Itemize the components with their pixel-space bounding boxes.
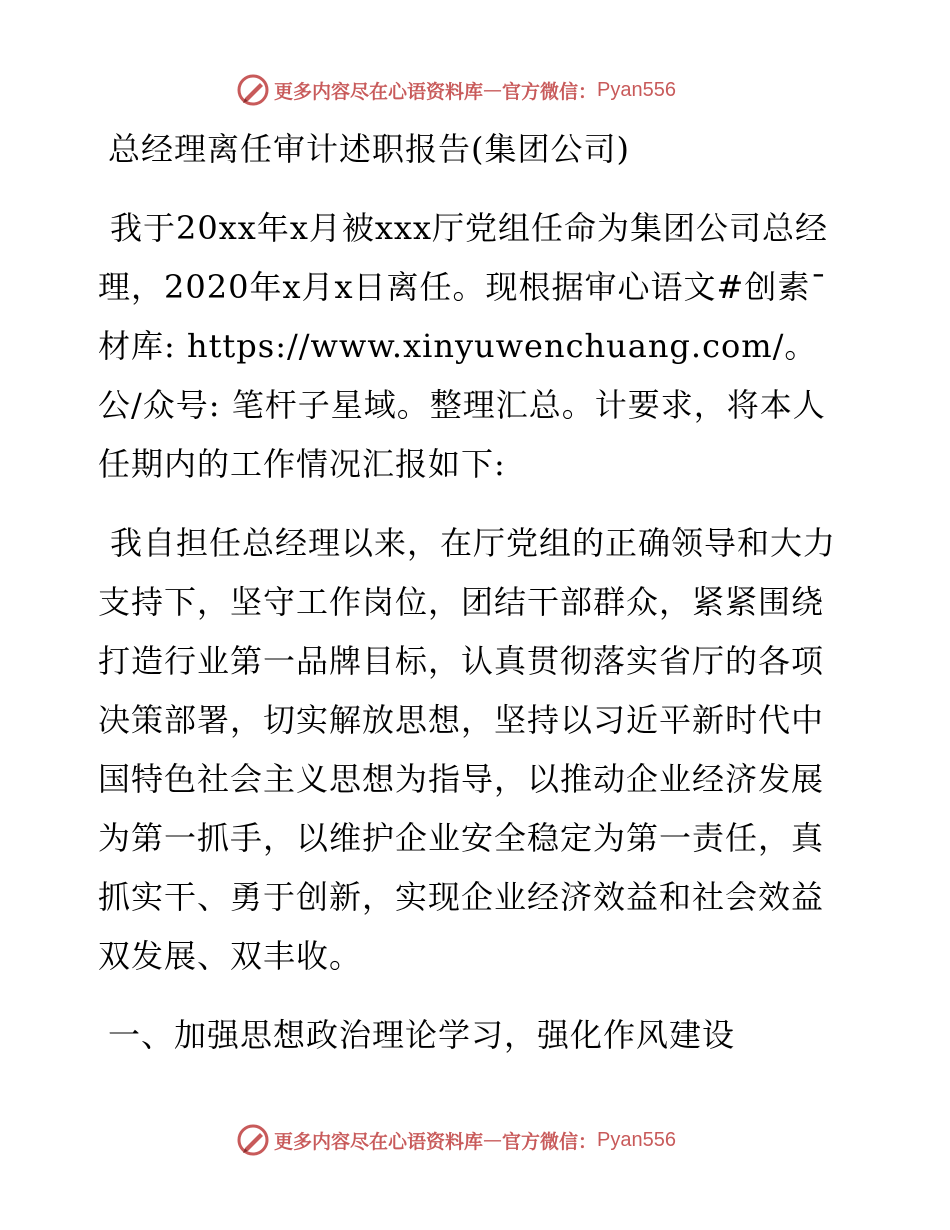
document-title: 总经理离任审计述职报告(集团公司) (108, 130, 630, 168)
watermark-account: Pyan556 (597, 1128, 676, 1151)
watermark-text: 更多内容尽在心语资料库 (274, 80, 484, 103)
pen-logo-icon (236, 1123, 270, 1157)
watermark-label: 官方微信： (502, 1130, 598, 1153)
paragraph-1 (98, 199, 850, 494)
paragraph-2 (98, 514, 850, 986)
paragraph-1-text: 我于20xx年x月被xxx厅党组任命为集团公司总经理，2020年x月x日离任。现根据审心语文#创素¯材库: https://www.xinyuwenchuang.com/。公/众号: 笔杆子星域。整理汇总。计要求，将本人任期内的工作情况汇报如下: (98, 209, 829, 483)
watermark-dash: — (483, 1129, 503, 1151)
paragraph-2-text: 我自担任总经理以来，在厅党组的正确领导和大力支持下，坚守工作岗位，团结干部群众，紧紧围绕打造行业第一品牌目标，认真贯彻落实省厅的各项决策部署，切实解放思想，坚持以习近平新时代中国特色社会主义思想为指导，以推动企业经济发展为第一抓手，以维护企业安全稳定为第一责任，真抓实干、勇于创新，实现企业经济效益和社会效益双发展、双丰收。 (98, 524, 837, 975)
footer-watermark (236, 1120, 676, 1160)
section-heading: 一、加强思想政治理论学习，强化作风建设 (108, 1016, 736, 1054)
pen-logo-icon (236, 73, 270, 107)
header-watermark (236, 70, 676, 110)
watermark-text: 更多内容尽在心语资料库 (274, 1130, 484, 1153)
watermark-dash: — (483, 79, 503, 101)
document-body (98, 120, 850, 1065)
watermark-label: 官方微信： (502, 80, 598, 103)
watermark-account: Pyan556 (597, 78, 676, 101)
